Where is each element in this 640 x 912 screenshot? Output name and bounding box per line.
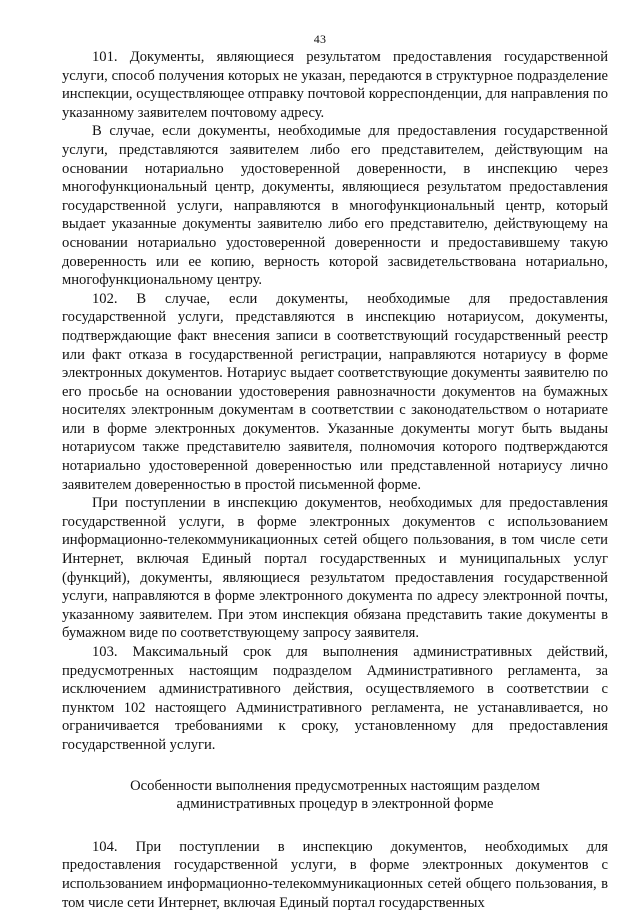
paragraph-101: 101. Документы, являющиеся результатом предоставления государственной услуги, способ получения которых не указан, передаются в структурное подразделение инспекции, осуществляющее отправку почтовой корреспонденции, для направления по указанному заявителем почтовому адресу. — [62, 49, 608, 121]
paragraph-104: 104. При поступлении в инспекцию документов, необходимых для предоставления государственной услуги, в форме электронных документов с использованием информационно-телекоммуникационных сетей общего пользования, в том числе сети Интернет, включая Единый портал государственных — [62, 838, 608, 911]
paragraph-102: 102. В случае, если документы, необходимые для предоставления государственной услуги, представляются в инспекцию нотариусом, документы, подтверждающие факт внесения записи в соответствующий государственный реестр или факт отказа в государственной регистрации, направляются нотариусу в форме электронных документов. Нотариус выдает соответствующие документы заявителю по его просьбе на основании удостоверения равнозначности документов на бумажных носителях электронным документам в соответствии с законодательством о нотариате или в форме электронных документов. Указанные документы могут быть выданы нотариусом также представителю заявителя, полномочия которого подтверждаются нотариально удостоверенной доверенностью или представленной нотариусу лично заявителем доверенностью в простой письменной форме. — [62, 290, 608, 493]
section-heading — [62, 777, 608, 814]
paragraph-101-mfc: В случае, если документы, необходимые для предоставления государственной услуги, представляются заявителем либо его представителем, действующим на основании нотариально удостоверенной доверенности, в инспекцию через многофункциональный центр, документы, являющиеся результатом предоставления государственной услуги, направляются в многофункциональный центр, который выдает указанные документы заявителю либо его представителю, действующему на основании нотариально удостоверенной доверенности и предоставившему такую доверенность или ее копию, верность которой засвидетельствована нотариально, многофункциональному центру. — [62, 123, 608, 289]
section-heading-line-1: Особенности выполнения предусмотренных настоящим разделом — [130, 777, 540, 794]
paragraph-103: 103. Максимальный срок для выполнения административных действий, предусмотренных настоящим подразделом Административного регламента, за исключением административного действия, осуществляемого в соответствии с пунктом 102 настоящего Административного регламента, не устанавливается, но ограничивается требованиями к сроку, установленному для предоставления государственной услуги. — [62, 644, 608, 753]
section-heading-line-2: административных процедур в электронной форме — [176, 796, 494, 813]
paragraph-102-electronic: При поступлении в инспекцию документов, необходимых для предоставления государственной услуги, в форме электронных документов с использованием информационно-телекоммуникационных сетей общего пользования, в том числе сети Интернет, включая Единый портал государственных и муниципальных услуг (функций), документы, являющиеся результатом предоставления государственной услуги, направляются в форме электронного документа по адресу электронной почты, указанному заявителем. При этом инспекция обязана представить такие документы в бумажном виде по соответствующему запросу заявителя. — [62, 495, 608, 642]
document-body — [62, 48, 608, 912]
page-number: 43 — [313, 32, 327, 46]
